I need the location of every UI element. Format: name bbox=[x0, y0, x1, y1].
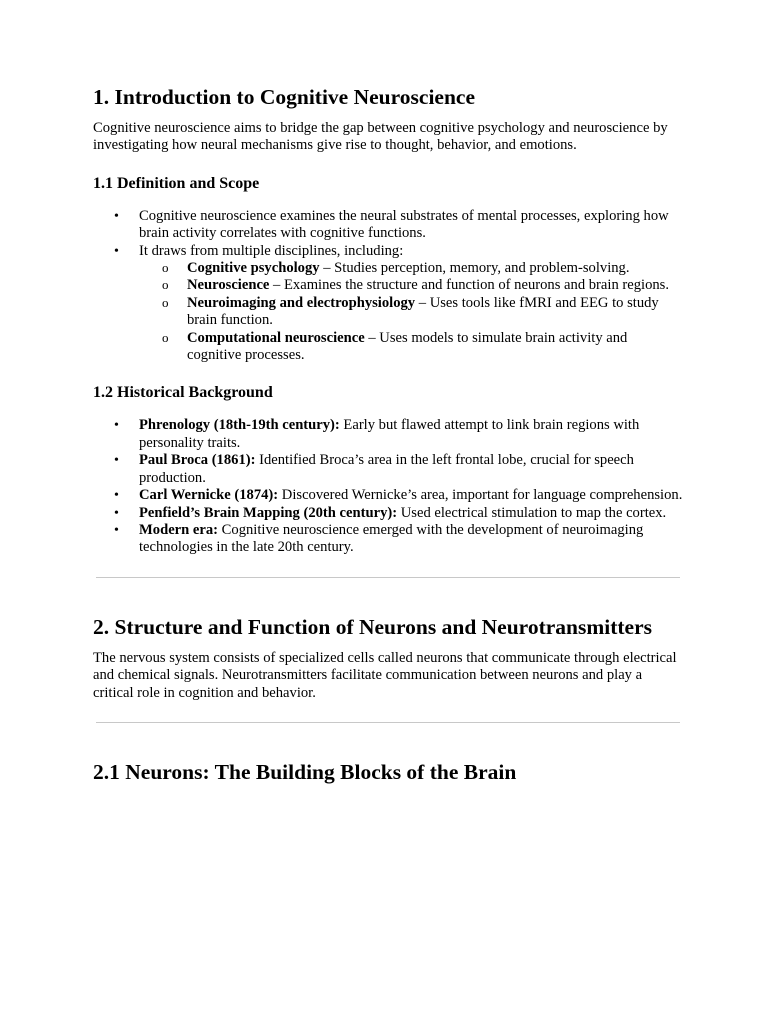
section-2-paragraph: The nervous system consists of specialized cells called neurons that communicate through electrical and chemical signals. Neurotransmitters facilitate communication between neurons and play a critical role in cognition and behavior. bbox=[93, 649, 677, 701]
circle-bullet-icon: o bbox=[162, 277, 169, 293]
list-item: o Neuroscience – Examines the structure and function of neurons and brain regions. bbox=[162, 277, 670, 294]
section-1-paragraph: Cognitive neuroscience aims to bridge the gap between cognitive psychology and neuroscience by investigating how neural mechanisms give rise to thought, behavior, and emotions. bbox=[93, 120, 668, 154]
section-divider bbox=[96, 577, 680, 578]
definition-list bbox=[93, 208, 683, 365]
section-1-2-title: 1.2 Historical Background bbox=[93, 384, 273, 402]
list-item: • Cognitive neuroscience examines the neural substrates of mental processes, exploring how brain activity correlates with cognitive functions. bbox=[114, 207, 669, 242]
section-2-1-title: 2.1 Neurons: The Building Blocks of the Brain bbox=[93, 759, 517, 784]
document-page bbox=[93, 84, 683, 785]
list-item: • Paul Broca (1861): Identified Broca’s area in the left frontal lobe, crucial for speech production. bbox=[114, 452, 634, 486]
list-item: o Cognitive psychology – Studies perception, memory, and problem-solving. bbox=[162, 260, 630, 277]
list-item: o Computational neuroscience – Uses models to simulate brain activity and cognitive processes. bbox=[162, 329, 628, 364]
disciplines-list bbox=[93, 260, 683, 364]
bullet-icon: • bbox=[114, 418, 119, 434]
bullet-icon: • bbox=[114, 505, 119, 521]
bullet-icon: • bbox=[114, 453, 119, 469]
bullet-icon: • bbox=[114, 243, 119, 259]
circle-bullet-icon: o bbox=[162, 329, 169, 345]
list-item: • Phrenology (18th-19th century): Early but flawed attempt to link brain regions with personality traits. bbox=[114, 417, 640, 451]
list-item: • Modern era: Cognitive neuroscience emerged with the development of neuroimaging technologies in the late 20th century. bbox=[114, 521, 644, 556]
bullet-icon: • bbox=[114, 208, 119, 224]
list-item: o Neuroimaging and electrophysiology – Uses tools like fMRI and EEG to study brain function. bbox=[162, 294, 659, 329]
history-list bbox=[93, 417, 683, 556]
bullet-icon: • bbox=[114, 522, 119, 538]
section-2-title: 2. Structure and Function of Neurons and Neurotransmitters bbox=[93, 614, 653, 639]
section-1-title: 1. Introduction to Cognitive Neuroscience bbox=[93, 85, 476, 109]
circle-bullet-icon: o bbox=[162, 294, 169, 310]
list-item: • Penfield’s Brain Mapping (20th century): Used electrical stimulation to map the cortex. bbox=[114, 504, 667, 521]
bullet-icon: • bbox=[114, 488, 119, 504]
list-item: • It draws from multiple disciplines, including: o Cognitive psychology – Studies perception, memory, and problem-solving. o Neuroscience – Examines the structure and function of neurons and brain regions. o Neuroimaging and electrophysiology – Uses tools like fMRI and EEG to study brain function. o Computational neuroscience – Uses models to simulate brain activity and cognitive processes. bbox=[93, 243, 683, 365]
list-item: • Carl Wernicke (1874): Discovered Wernicke’s area, important for language comprehension. bbox=[114, 487, 683, 504]
section-divider bbox=[96, 722, 680, 723]
circle-bullet-icon: o bbox=[162, 260, 169, 276]
section-1-1-title: 1.1 Definition and Scope bbox=[93, 174, 260, 192]
